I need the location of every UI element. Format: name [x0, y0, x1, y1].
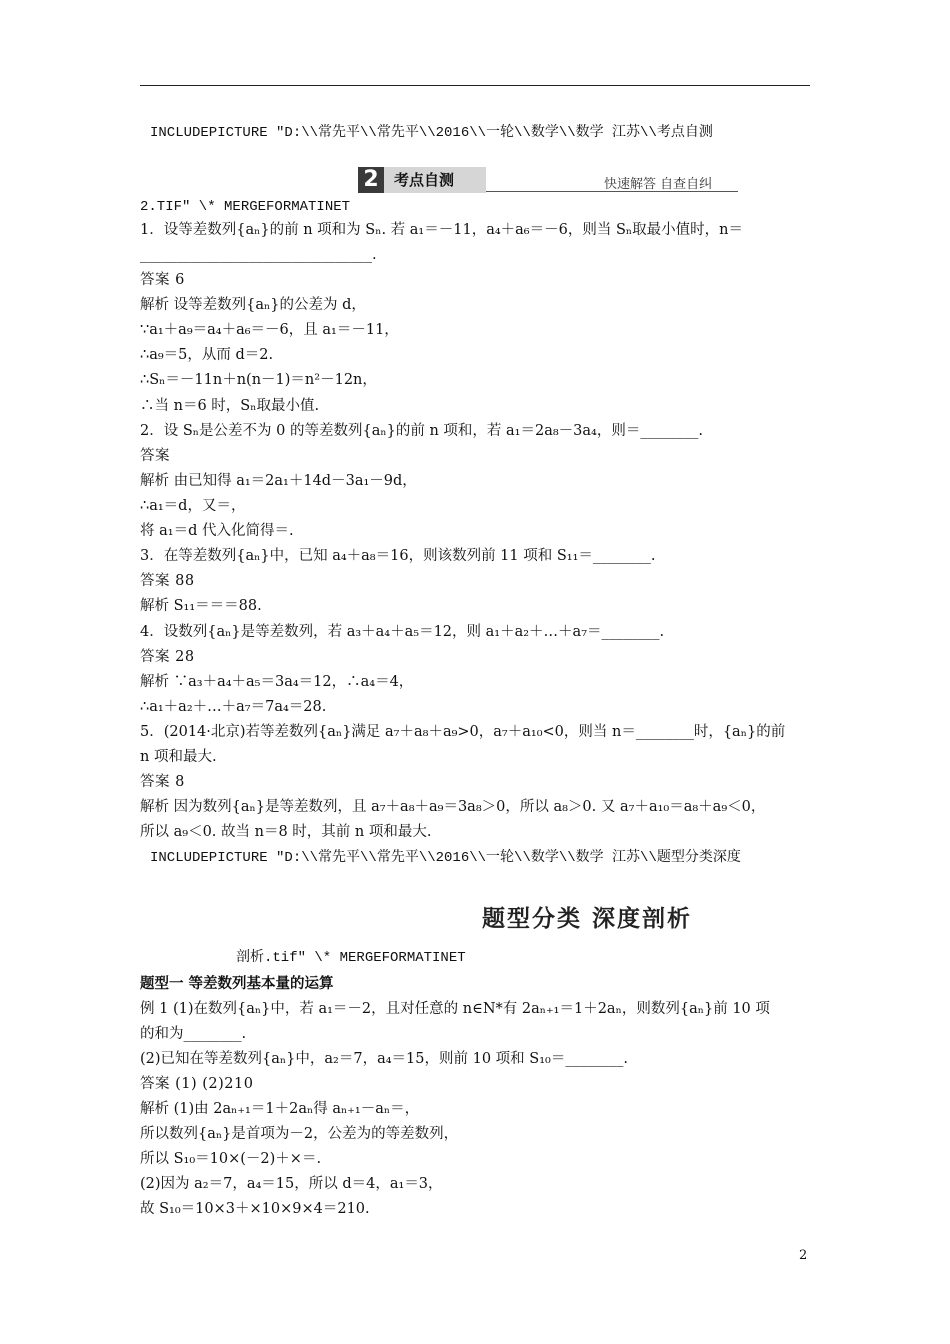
text-line: ∵a₁＋a₉＝a₄＋a₆＝－6，且 a₁＝－11， — [140, 322, 399, 338]
text-line: 故 S₁₀＝10×3＋×10×9×4＝210. — [140, 1201, 370, 1217]
text-line: 解析 设等差数列{aₙ}的公差为 d， — [140, 297, 366, 313]
include-field-2: INCLUDEPICTURE "D:\\常先平\\常先平\\2016\\一轮\\数学\\数学 江苏\\题型分类深度 — [150, 850, 741, 866]
text-line: ∴a₁＝d，又＝， — [140, 498, 246, 514]
answer-line: 答案 6 — [140, 272, 185, 288]
text-line: 例 1 (1)在数列{aₙ}中，若 a₁＝－2，且对任意的 n∈N*有 2aₙ₊₁＝1＋2aₙ，则数列{aₙ}前 10 项 — [140, 1001, 770, 1017]
text-line: 所以数列{aₙ}是首项为－2，公差为的等差数列， — [140, 1126, 459, 1142]
text-line: ∴a₁＋a₂＋…＋a₇＝7a₄＝28. — [140, 699, 327, 715]
text-line: ________________________________. — [140, 247, 377, 263]
answer-line: 答案 8 — [140, 774, 185, 790]
answer-line: 答案 88 — [140, 573, 195, 589]
banner-number: 2 — [358, 167, 384, 193]
answer-line: 答案 — [140, 448, 170, 464]
include-field-2-tail: 剖析.tif" \* MERGEFORMATINET — [236, 950, 466, 966]
text-line: 解析 ∵a₃＋a₄＋a₅＝3a₄＝12，∴a₄＝4， — [140, 674, 414, 690]
text-line: 2．设 Sₙ是公差不为 0 的等差数列{aₙ}的前 n 项和，若 a₁＝2a₈－3a₄，则＝________. — [140, 423, 703, 439]
header-rule — [140, 85, 810, 86]
banner-title: 考点自测 — [384, 167, 486, 193]
text-line: ∴Sₙ＝－11n＋n(n－1)＝n²－12n， — [140, 372, 377, 388]
text-line: 4．设数列{aₙ}是等差数列，若 a₃＋a₄＋a₅＝12，则 a₁＋a₂＋…＋a₇＝________. — [140, 624, 665, 640]
text-line: 解析 由已知得 a₁＝2a₁＋14d－3a₁－9d， — [140, 473, 417, 489]
text-line: (2)已知在等差数列{aₙ}中，a₂＝7，a₄＝15，则前 10 项和 S₁₀＝________. — [140, 1051, 628, 1067]
text-line: ∴当 n＝6 时，Sₙ取最小值. — [140, 398, 320, 414]
text-line: 将 a₁＝d 代入化简得＝. — [140, 523, 294, 539]
text-line: (2)因为 a₂＝7，a₄＝15，所以 d＝4，a₁＝3， — [140, 1176, 443, 1192]
banner-subtitle: 快速解答 自查自纠 — [604, 177, 713, 192]
topic-heading: 题型一 等差数列基本量的运算 — [140, 976, 334, 992]
text-line: ∴a₉＝5，从而 d＝2. — [140, 347, 274, 363]
include-field-1-tail: 2.TIF" \* MERGEFORMATINET — [140, 199, 351, 215]
answer-line: 答案 28 — [140, 649, 195, 665]
text-line: 的和为________. — [140, 1026, 247, 1042]
page-number: 2 — [799, 1248, 808, 1263]
answer-line: 答案 (1) (2)210 — [140, 1076, 254, 1092]
text-line: 解析 (1)由 2aₙ₊₁＝1＋2aₙ得 aₙ₊₁－aₙ＝， — [140, 1101, 420, 1117]
text-line: 3．在等差数列{aₙ}中，已知 a₄＋a₈＝16，则该数列前 11 项和 S₁₁＝________. — [140, 548, 656, 564]
text-line: 解析 因为数列{aₙ}是等差数列，且 a₇＋a₈＋a₉＝3a₈＞0，所以 a₈＞0. 又 a₇＋a₁₀＝a₈＋a₉＜0， — [140, 799, 766, 815]
text-line: 所以 S₁₀＝10×(－2)＋×＝. — [140, 1151, 322, 1167]
text-line: 所以 a₉＜0. 故当 n＝8 时，其前 n 项和最大. — [140, 824, 432, 840]
text-line: 1．设等差数列{aₙ}的前 n 项和为 Sₙ. 若 a₁＝－11，a₄＋a₆＝－6，则当 Sₙ取最小值时，n＝ — [140, 222, 743, 238]
include-field-1: INCLUDEPICTURE "D:\\常先平\\常先平\\2016\\一轮\\数学\\数学 江苏\\考点自测 — [150, 125, 713, 141]
text-line: n 项和最大. — [140, 749, 217, 765]
text-line: 解析 S₁₁＝＝＝88. — [140, 598, 262, 614]
text-line: 5．(2014·北京)若等差数列{aₙ}满足 a₇＋a₈＋a₉>0，a₇＋a₁₀<0，则当 n＝________时，{aₙ}的前 — [140, 724, 786, 740]
section-banner — [358, 167, 738, 193]
section-title: 题型分类 深度剖析 — [482, 906, 693, 932]
